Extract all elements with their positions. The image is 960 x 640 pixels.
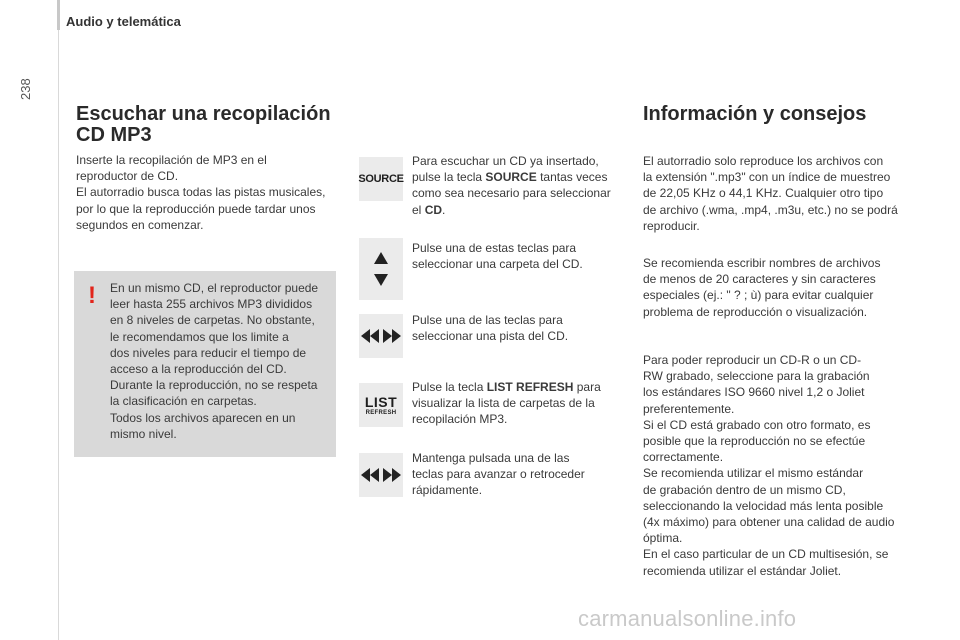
triangle-down-icon — [374, 274, 388, 286]
warning-line: Todos los archivos aparecen en un — [110, 410, 296, 425]
left-heading-line2: CD MP3 — [76, 124, 152, 146]
source-line: Para escuchar un CD ya insertado, — [412, 154, 599, 168]
info-line: El autorradio solo reproduce los archivos con — [643, 154, 884, 168]
info-line: Si el CD está grabado con otro formato, es — [643, 417, 871, 432]
warning-exclamation-icon: ! — [88, 282, 96, 309]
info-line: la extensión ".mp3" con un índice de muestreo — [643, 170, 891, 185]
warning-line: En un mismo CD, el reproductor puede — [110, 281, 319, 295]
page-margin-rule-accent — [57, 0, 60, 30]
info-line: Se recomienda utilizar el mismo estándar — [643, 466, 864, 481]
intro-line: por lo que la reproducción puede tardar unos — [76, 201, 316, 216]
page-margin-rule — [58, 0, 59, 640]
source-button-icon — [359, 157, 403, 201]
warning-text — [110, 280, 318, 442]
info-line: (4x máximo) para obtener una calidad de audio — [643, 515, 895, 530]
list-refresh-button-icon — [359, 383, 403, 427]
intro-line: reproductor de CD. — [76, 169, 179, 184]
info-line: óptima. — [643, 531, 683, 546]
warning-line: Durante la reproducción, no se respeta — [110, 378, 318, 393]
source-text: tantas veces — [536, 170, 608, 185]
warning-line: le recomendamos que los limite a — [110, 329, 289, 344]
source-line — [412, 202, 611, 218]
source-line — [412, 169, 611, 185]
info-line: problema de reproducción o visualización. — [643, 304, 868, 319]
list-line — [412, 379, 601, 395]
left-heading — [76, 104, 331, 146]
list-refresh-key-name: LIST REFRESH — [486, 380, 574, 394]
source-line: como sea necesario para seleccionar — [412, 186, 611, 201]
folder-line: Pulse una de estas teclas para — [412, 241, 577, 255]
source-key-name: SOURCE — [485, 170, 537, 185]
track-line: seleccionar una pista del CD. — [412, 329, 569, 344]
info-line: recomienda utilizar el estándar Joliet. — [643, 563, 842, 578]
folder-line: seleccionar una carpeta del CD. — [412, 257, 583, 272]
left-heading-line1: Escuchar una recopilación — [76, 103, 331, 125]
info-line: preferentemente. — [643, 401, 735, 416]
track-instructions — [412, 312, 568, 344]
source-text: . — [442, 202, 446, 217]
list-line: visualizar la lista de carpetas de la — [412, 396, 595, 411]
seek-instructions — [412, 450, 585, 499]
intro-line: segundos en comenzar. — [76, 217, 204, 232]
warning-line: la clasificación en carpetas. — [110, 394, 257, 409]
seek-keys-icon — [359, 453, 403, 497]
section-header: Audio y telemática — [66, 14, 181, 29]
info-line: los estándares ISO 9660 nivel 1,2 o Joliet — [643, 385, 865, 400]
source-button-label: SOURCE — [358, 173, 404, 185]
intro-paragraph — [76, 152, 325, 233]
warning-line: acceso a la reproducción del CD. — [110, 362, 287, 377]
info-line: especiales (ej.: " ? ; ù) para evitar cualquier — [643, 288, 874, 303]
list-label: LIST — [364, 393, 398, 410]
intro-line: Inserte la recopilación de MP3 en el — [76, 153, 267, 167]
info-line: de archivo (.wma, .mp4, .m3u, etc.) no se podrá — [643, 202, 898, 217]
watermark: carmanualsonline.info — [578, 606, 797, 631]
source-instructions — [412, 153, 611, 218]
info-line: de menos de 20 caracteres y sin caracteres — [643, 272, 876, 287]
page-number: 238 — [18, 78, 33, 100]
intro-line: El autorradio busca todas las pistas musicales, — [76, 185, 326, 200]
warning-line: mismo nivel. — [110, 426, 177, 441]
right-heading: Información y consejos — [643, 103, 867, 125]
info-paragraph-3 — [643, 352, 894, 579]
warning-line: dos niveles para reducir el tiempo de — [110, 345, 307, 360]
info-line: En el caso particular de un CD multisesión, se — [643, 547, 889, 562]
seek-line: rápidamente. — [412, 483, 483, 498]
info-line: correctamente. — [643, 450, 724, 465]
info-line: seleccionando la velocidad más lenta posible — [643, 498, 884, 513]
info-line: reproducir. — [643, 218, 700, 233]
info-paragraph-1 — [643, 153, 898, 234]
list-text: para — [573, 380, 601, 394]
rewind-fast-forward-icon — [361, 468, 401, 482]
warning-line: leer hasta 255 archivos MP3 divididos — [110, 297, 313, 312]
info-line: Para poder reproducir un CD-R o un CD- — [643, 353, 862, 367]
cd-key-name: CD — [424, 202, 443, 217]
source-text: el — [412, 202, 425, 217]
track-keys-icon — [359, 314, 403, 358]
warning-line: en 8 niveles de carpetas. No obstante, — [110, 313, 315, 328]
triangle-up-icon — [374, 252, 388, 264]
info-line: de grabación dentro de un mismo CD, — [643, 482, 846, 497]
source-text: pulse la tecla — [412, 170, 486, 185]
list-line: recopilación MP3. — [412, 412, 508, 427]
list-instructions — [412, 379, 601, 428]
folder-instructions — [412, 240, 583, 272]
info-paragraph-2 — [643, 255, 880, 320]
seek-line: Mantenga pulsada una de las — [412, 451, 570, 465]
track-line: Pulse una de las teclas para — [412, 313, 563, 327]
info-line: RW grabado, seleccione para la grabación — [643, 369, 870, 384]
info-line: Se recomienda escribir nombres de archivos — [643, 256, 881, 270]
list-refresh-label — [365, 395, 397, 416]
list-text: Pulse la tecla — [412, 380, 487, 394]
info-line: posible que la reproducción no se efectúe — [643, 434, 866, 449]
refresh-label: REFRESH — [365, 409, 397, 416]
folder-keys-icon — [359, 238, 403, 300]
info-line: de 22,05 KHz o 44,1 KHz. Cualquier otro tipo — [643, 186, 884, 201]
seek-line: teclas para avanzar o retroceder — [412, 467, 585, 482]
rewind-fast-forward-icon — [361, 329, 401, 343]
